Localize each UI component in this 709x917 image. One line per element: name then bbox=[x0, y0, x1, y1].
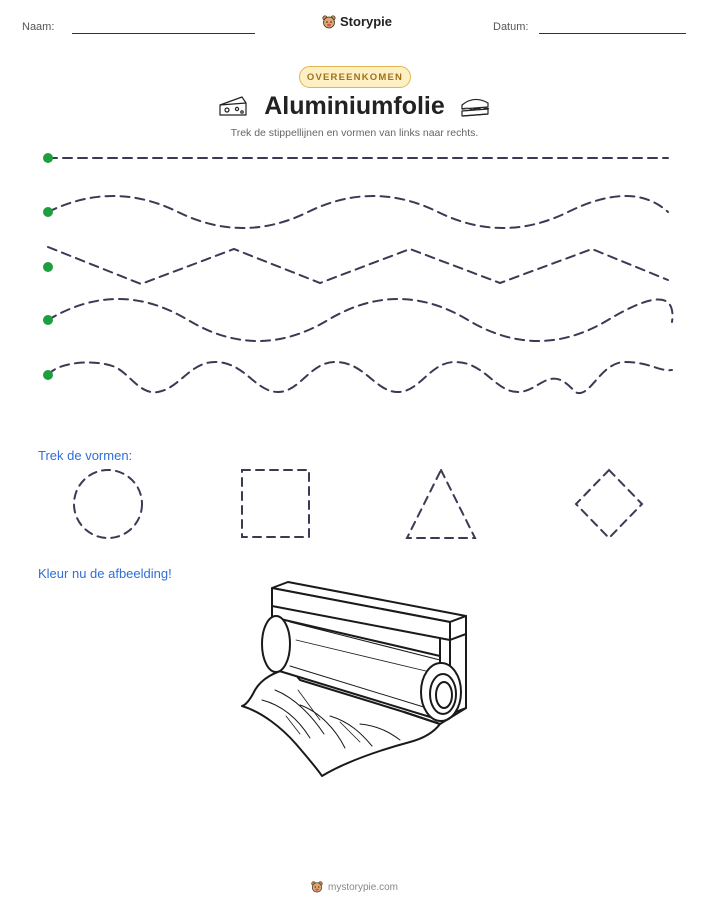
brand-name: Storypie bbox=[340, 14, 393, 29]
shapes-heading: Trek de vormen: bbox=[38, 448, 133, 463]
footer bbox=[0, 881, 709, 893]
category-badge: OVEREENKOMEN bbox=[299, 66, 411, 88]
name-label: Naam: bbox=[22, 21, 55, 33]
color-heading: Kleur nu de afbeelding! bbox=[38, 566, 172, 581]
footer-url[interactable]: mystorypie.com bbox=[327, 881, 398, 893]
date-label: Datum: bbox=[493, 21, 529, 33]
page-title: Aluminiumfolie bbox=[264, 92, 445, 120]
bear-logo-icon bbox=[311, 881, 323, 893]
instructions: Trek de stippellijnen en vormen van links naar rechts. bbox=[230, 127, 479, 139]
